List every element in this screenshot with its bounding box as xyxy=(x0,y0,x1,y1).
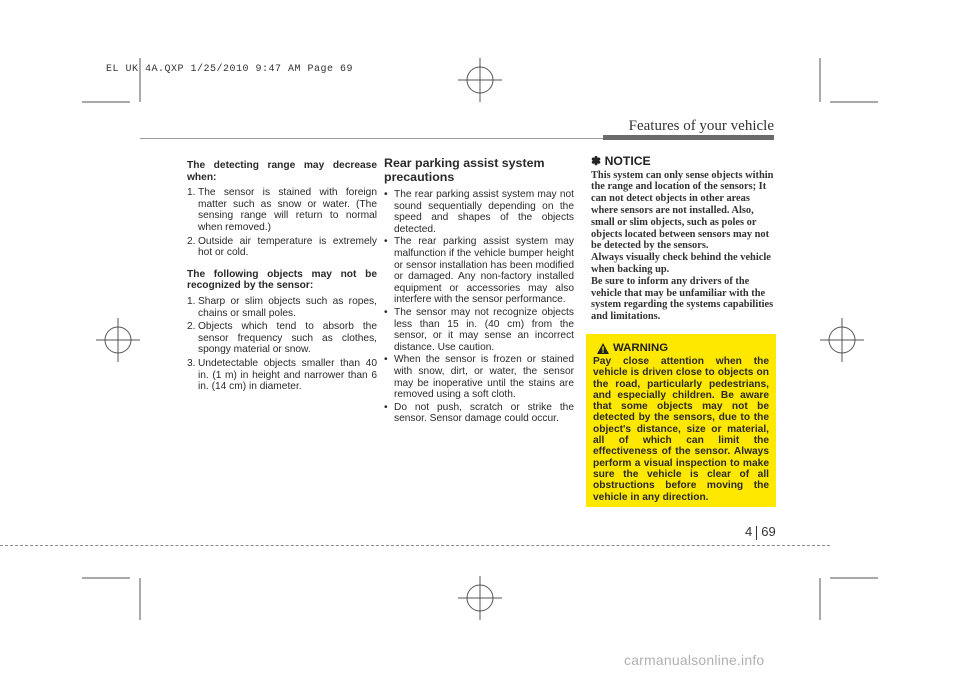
chapter-number: 4 xyxy=(745,524,753,539)
bullet-item xyxy=(384,189,574,235)
list-number: 1. xyxy=(187,295,196,307)
notice-title: ✽ NOTICE xyxy=(591,154,651,168)
bullet-item xyxy=(384,236,574,306)
warning-title: WARNING xyxy=(613,342,669,354)
bullet-dot: • xyxy=(384,354,388,366)
unrecognized-objects-heading: The following objects may not be recognized by the sensor: xyxy=(187,268,377,292)
list-item xyxy=(187,187,377,233)
column-2 xyxy=(384,156,574,426)
list-item xyxy=(187,321,377,356)
precautions-heading: Rear parking assist system precautions xyxy=(384,156,545,184)
notice-paragraph: Always visually check behind the vehicle when backing up. xyxy=(591,252,771,275)
bullet-item xyxy=(384,354,574,400)
bullet-text: The sensor may not recognize objects less than 15 in. (40 cm) from the sensor, or it may sense an incorrect distance. Use caution. xyxy=(394,306,574,353)
bullet-text: When the sensor is frozen or stained with snow, dirt, or water, the sensor may be inoperative until the stains are removed using a soft cloth. xyxy=(394,354,574,401)
notice-paragraph: This system can only sense objects within the range and location of the sensors; It can not detect objects in other areas where sensors are not installed. Also, small or slim objects, such as poles or objects located between sensors may not be detected by the sensors. xyxy=(591,169,774,252)
page-number-divider xyxy=(756,526,757,540)
watermark: carmanualsonline.info xyxy=(624,652,765,668)
detecting-range-heading: The detecting range may decrease when: xyxy=(187,160,377,183)
list-text: Outside air temperature is extremely hot or cold. xyxy=(198,235,377,259)
column-1 xyxy=(187,160,377,395)
warning-box xyxy=(586,334,776,507)
column-3 xyxy=(591,154,777,323)
bullet-text: Do not push, scratch or strike the sensor. Sensor damage could occur. xyxy=(394,401,574,425)
footer-dashed-rule xyxy=(0,545,830,546)
list-item xyxy=(187,296,377,319)
notice-paragraph: Be sure to inform any drivers of the vehicle that may be unfamiliar with the system regarding the systems capabilities and limitations. xyxy=(591,275,774,323)
list-item xyxy=(187,358,377,393)
bullet-item xyxy=(384,307,574,353)
bullet-dot: • xyxy=(384,306,388,318)
list-number: 3. xyxy=(187,357,196,369)
bullet-dot: • xyxy=(384,401,388,413)
warning-body: Pay close attention when the vehicle is driven close to objects on the road, particularly pedestrians, and especially children. Be aware that some objects may not be detected by the sensors, due to the object's distance, size or material, all of which can limit the effectiveness of the sensor. Always perform a visual inspection to make sure the vehicle is clear of all obstructions before moving the vehicle in any direction. xyxy=(593,356,769,503)
warning-header xyxy=(597,342,769,354)
list-number: 2. xyxy=(187,235,196,247)
bullet-dot: • xyxy=(384,236,388,248)
bullet-text: The rear parking assist system may not sound sequentially depending on the speed and shapes of the objects detected. xyxy=(394,189,574,235)
print-slug: EL UK 4A.QXP 1/25/2010 9:47 AM Page 69 xyxy=(106,64,354,75)
list-item xyxy=(187,236,377,259)
page-number-value: 69 xyxy=(761,524,776,539)
header-rule xyxy=(603,135,774,140)
list-text: Objects which tend to absorb the sensor frequency such as clothes, spongy material or snow. xyxy=(198,321,377,356)
list-number: 1. xyxy=(187,187,196,199)
page-number xyxy=(745,524,776,540)
list-text: Sharp or slim objects such as ropes, chains or small poles. xyxy=(198,295,377,319)
list-number: 2. xyxy=(187,321,196,333)
list-text: The sensor is stained with foreign matter such as snow or water. (The sensing range will return to normal when removed.) xyxy=(198,187,377,233)
warning-triangle-icon xyxy=(597,343,609,354)
bullet-item xyxy=(384,402,574,425)
bullet-dot: • xyxy=(384,189,388,200)
bullet-text: The rear parking assist system may malfunction if the vehicle bumper height or sensor installation has been modified or damaged. Any non-factory installed equipment or accessories may also interfere with the sensor performance. xyxy=(394,236,574,306)
section-title: Features of your vehicle xyxy=(628,118,774,134)
notice-body xyxy=(591,170,777,323)
list-text: Undetectable objects smaller than 40 in. (1 m) in height and narrower than 6 in. (14 cm) in diameter. xyxy=(198,357,377,393)
